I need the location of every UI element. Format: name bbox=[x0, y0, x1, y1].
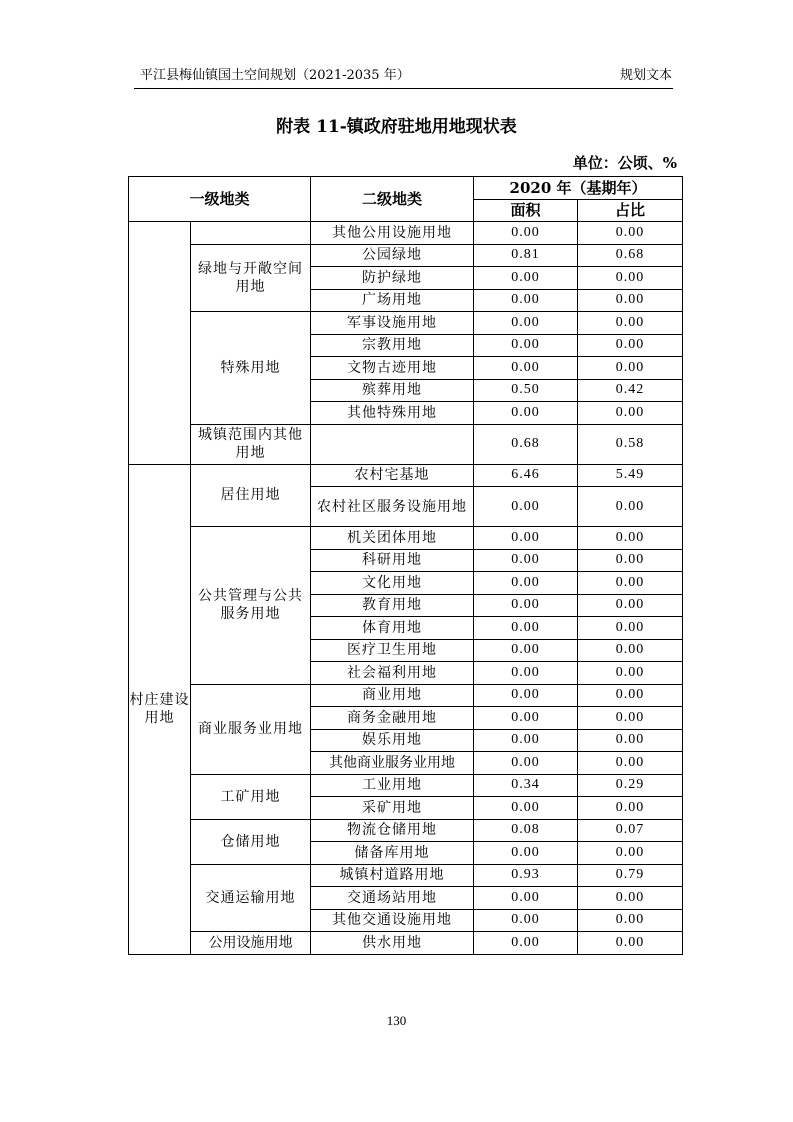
sub-category: 农村宅基地 bbox=[311, 464, 474, 487]
ratio-value: 0.00 bbox=[578, 932, 683, 955]
table-row bbox=[129, 864, 683, 887]
area-value: 0.00 bbox=[474, 909, 578, 932]
ratio-value: 0.00 bbox=[578, 752, 683, 775]
ratio-value: 0.00 bbox=[578, 594, 683, 617]
table-title: 附表 11-镇政府驻地用地现状表 bbox=[276, 117, 517, 137]
ratio-value: 0.00 bbox=[578, 572, 683, 595]
ratio-value: 0.00 bbox=[578, 289, 683, 312]
header-area: 面积 bbox=[474, 199, 578, 222]
sub-category: 机关团体用地 bbox=[311, 527, 474, 550]
area-value: 0.00 bbox=[474, 887, 578, 910]
area-value: 0.81 bbox=[474, 244, 578, 267]
sub-category: 商务金融用地 bbox=[311, 707, 474, 730]
sub-category: 防护绿地 bbox=[311, 267, 474, 290]
level2-utility: 公用设施用地 bbox=[191, 932, 311, 955]
sub-category: 其他商业服务业用地 bbox=[311, 752, 474, 775]
area-value: 0.00 bbox=[474, 267, 578, 290]
ratio-value: 0.00 bbox=[578, 617, 683, 640]
ratio-value: 0.07 bbox=[578, 819, 683, 842]
area-value: 0.50 bbox=[474, 379, 578, 402]
table-header-row bbox=[129, 177, 683, 200]
ratio-value: 0.79 bbox=[578, 864, 683, 887]
header-level2: 二级地类 bbox=[311, 177, 474, 222]
area-value: 0.00 bbox=[474, 707, 578, 730]
level2-transport: 交通运输用地 bbox=[191, 864, 311, 932]
ratio-value: 0.42 bbox=[578, 379, 683, 402]
area-value: 0.00 bbox=[474, 797, 578, 820]
area-value: 0.00 bbox=[474, 222, 578, 245]
area-value: 0.00 bbox=[474, 334, 578, 357]
sub-category: 社会福利用地 bbox=[311, 662, 474, 685]
sub-category: 商业用地 bbox=[311, 684, 474, 707]
table-row bbox=[129, 222, 683, 245]
table-row bbox=[129, 464, 683, 487]
ratio-value: 0.00 bbox=[578, 797, 683, 820]
ratio-value: 0.00 bbox=[578, 527, 683, 550]
table-row bbox=[129, 244, 683, 267]
sub-category: 体育用地 bbox=[311, 617, 474, 640]
area-value: 0.08 bbox=[474, 819, 578, 842]
table-row bbox=[129, 932, 683, 955]
sub-category: 宗教用地 bbox=[311, 334, 474, 357]
header-divider bbox=[134, 88, 673, 89]
land-use-table bbox=[128, 176, 683, 955]
area-value: 0.34 bbox=[474, 774, 578, 797]
area-value: 0.00 bbox=[474, 662, 578, 685]
ratio-value: 0.00 bbox=[578, 267, 683, 290]
area-value: 0.00 bbox=[474, 527, 578, 550]
level1-village: 村庄建设用地 bbox=[129, 464, 191, 954]
area-value: 0.00 bbox=[474, 617, 578, 640]
sub-category: 工业用地 bbox=[311, 774, 474, 797]
ratio-value: 0.68 bbox=[578, 244, 683, 267]
level2-industrial: 工矿用地 bbox=[191, 774, 311, 819]
area-value: 0.00 bbox=[474, 487, 578, 527]
sub-category: 城镇村道路用地 bbox=[311, 864, 474, 887]
area-value: 0.00 bbox=[474, 594, 578, 617]
table-row bbox=[129, 819, 683, 842]
ratio-value: 0.00 bbox=[578, 487, 683, 527]
sub-category: 教育用地 bbox=[311, 594, 474, 617]
ratio-value: 0.00 bbox=[578, 684, 683, 707]
ratio-value: 0.00 bbox=[578, 334, 683, 357]
header-level1: 一级地类 bbox=[129, 177, 311, 222]
page-number: 130 bbox=[386, 1013, 407, 1028]
sub-category: 供水用地 bbox=[311, 932, 474, 955]
area-value: 0.00 bbox=[474, 357, 578, 380]
table-row bbox=[129, 527, 683, 550]
ratio-value: 0.00 bbox=[578, 909, 683, 932]
ratio-value: 0.00 bbox=[578, 549, 683, 572]
level2-residential: 居住用地 bbox=[191, 464, 311, 527]
area-value: 0.00 bbox=[474, 932, 578, 955]
level2-other-in-town: 城镇范围内其他用地 bbox=[191, 424, 311, 464]
area-value: 0.00 bbox=[474, 549, 578, 572]
header-ratio: 占比 bbox=[578, 199, 683, 222]
sub-category: 医疗卫生用地 bbox=[311, 639, 474, 662]
area-value: 0.93 bbox=[474, 864, 578, 887]
header-left: 平江县梅仙镇国土空间规划（2021-2035 年） bbox=[140, 68, 410, 83]
level2-cell-continued bbox=[191, 222, 311, 245]
level2-storage: 仓储用地 bbox=[191, 819, 311, 864]
area-value: 0.00 bbox=[474, 402, 578, 425]
level2-special: 特殊用地 bbox=[191, 312, 311, 425]
area-value: 0.00 bbox=[474, 729, 578, 752]
ratio-value: 0.00 bbox=[578, 707, 683, 730]
sub-category: 文化用地 bbox=[311, 572, 474, 595]
ratio-value: 0.00 bbox=[578, 729, 683, 752]
ratio-value: 0.00 bbox=[578, 842, 683, 865]
ratio-value: 0.00 bbox=[578, 357, 683, 380]
area-value: 0.00 bbox=[474, 842, 578, 865]
header-right: 规划文本 bbox=[619, 68, 672, 83]
table-row bbox=[129, 684, 683, 707]
sub-category: 娱乐用地 bbox=[311, 729, 474, 752]
ratio-value: 0.00 bbox=[578, 402, 683, 425]
ratio-value: 0.00 bbox=[578, 312, 683, 335]
table-row bbox=[129, 424, 683, 464]
sub-category: 储备库用地 bbox=[311, 842, 474, 865]
sub-category: 公园绿地 bbox=[311, 244, 474, 267]
sub-category: 广场用地 bbox=[311, 289, 474, 312]
level2-public: 公共管理与公共服务用地 bbox=[191, 527, 311, 685]
header-year: 2020 年（基期年） bbox=[474, 177, 683, 200]
area-value: 6.46 bbox=[474, 464, 578, 487]
level1-cell-continued bbox=[129, 222, 191, 465]
area-value: 0.00 bbox=[474, 289, 578, 312]
sub-category: 文物古迹用地 bbox=[311, 357, 474, 380]
sub-category: 军事设施用地 bbox=[311, 312, 474, 335]
area-value: 0.00 bbox=[474, 684, 578, 707]
unit-label: 单位：公顷、% bbox=[572, 154, 677, 172]
sub-category: 殡葬用地 bbox=[311, 379, 474, 402]
ratio-value: 0.58 bbox=[578, 424, 683, 464]
area-value: 0.00 bbox=[474, 752, 578, 775]
area-value: 0.68 bbox=[474, 424, 578, 464]
level2-green: 绿地与开敞空间用地 bbox=[191, 244, 311, 312]
sub-category: 农村社区服务设施用地 bbox=[311, 487, 474, 527]
area-value: 0.00 bbox=[474, 312, 578, 335]
table-row bbox=[129, 774, 683, 797]
sub-category: 交通场站用地 bbox=[311, 887, 474, 910]
sub-category: 其他公用设施用地 bbox=[311, 222, 474, 245]
sub-category bbox=[311, 424, 474, 464]
sub-category: 采矿用地 bbox=[311, 797, 474, 820]
ratio-value: 0.00 bbox=[578, 639, 683, 662]
ratio-value: 0.00 bbox=[578, 887, 683, 910]
ratio-value: 0.00 bbox=[578, 662, 683, 685]
sub-category: 其他交通设施用地 bbox=[311, 909, 474, 932]
table-row bbox=[129, 312, 683, 335]
area-value: 0.00 bbox=[474, 639, 578, 662]
sub-category: 其他特殊用地 bbox=[311, 402, 474, 425]
sub-category: 科研用地 bbox=[311, 549, 474, 572]
ratio-value: 5.49 bbox=[578, 464, 683, 487]
ratio-value: 0.29 bbox=[578, 774, 683, 797]
level2-commercial: 商业服务业用地 bbox=[191, 684, 311, 774]
sub-category: 物流仓储用地 bbox=[311, 819, 474, 842]
area-value: 0.00 bbox=[474, 572, 578, 595]
ratio-value: 0.00 bbox=[578, 222, 683, 245]
